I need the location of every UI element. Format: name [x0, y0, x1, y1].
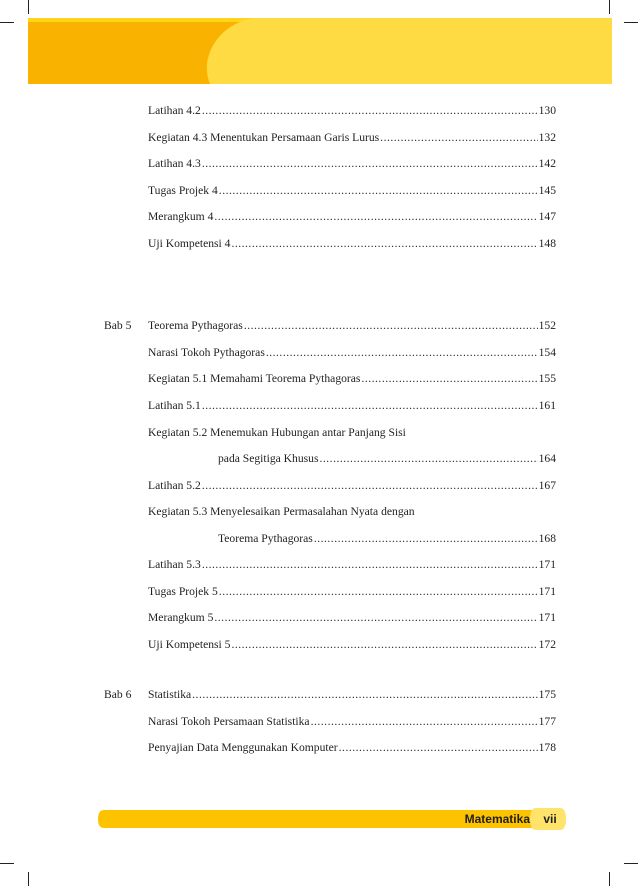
- toc-entry-title: Latihan 4.2: [148, 104, 201, 117]
- header-banner: [0, 0, 638, 90]
- toc-entry-title: Teorema Pythagoras: [148, 319, 243, 332]
- toc-entry-page: 171: [538, 558, 556, 571]
- dot-leader: [311, 715, 538, 729]
- toc-entry-title: Kegiatan 5.3 Menyelesaikan Permasalahan Nyata dengan: [148, 505, 415, 518]
- dot-leader: [380, 131, 537, 145]
- toc-entry-page: 171: [538, 611, 556, 624]
- dot-leader: [219, 585, 538, 599]
- toc-entry-page: 147: [538, 210, 556, 223]
- toc-entry-title: Uji Kompetensi 4: [148, 237, 231, 250]
- dot-leader: [231, 237, 537, 251]
- toc-entry-title: Merangkum 4: [148, 210, 214, 223]
- crop-mark: [28, 872, 29, 886]
- toc-entry-title: Narasi Tokoh Pythagoras: [148, 346, 265, 359]
- dot-leader: [202, 104, 538, 118]
- toc-entry-title: Statistika: [148, 688, 192, 701]
- toc-entry[interactable]: [148, 585, 556, 599]
- chapter-label: Bab 6: [104, 688, 132, 701]
- dot-leader: [339, 741, 538, 755]
- dot-leader: [202, 558, 538, 572]
- toc-entry[interactable]: [148, 532, 556, 546]
- toc-entry-title: Tugas Projek 5: [148, 585, 218, 598]
- dot-leader: [219, 184, 538, 198]
- toc-entry-title: Tugas Projek 4: [148, 184, 218, 197]
- toc-entry-page: 164: [538, 452, 556, 465]
- toc-entry-title: Kegiatan 5.1 Memahami Teorema Pythagoras: [148, 372, 361, 385]
- toc-entry[interactable]: [148, 479, 556, 493]
- toc-entry-page: 175: [538, 688, 556, 701]
- toc-entry-page: 132: [538, 131, 556, 144]
- toc-entry-page: 178: [538, 741, 556, 754]
- dot-leader: [319, 452, 537, 466]
- dot-leader: [231, 638, 537, 652]
- toc-entry-page: 152: [538, 319, 556, 332]
- toc-entry[interactable]: [148, 452, 556, 466]
- toc-entry-page: 155: [538, 372, 556, 385]
- toc-entry[interactable]: [148, 505, 556, 519]
- dot-leader: [202, 157, 538, 171]
- toc-entry[interactable]: [148, 715, 556, 729]
- toc-entry[interactable]: [148, 237, 556, 251]
- toc-entry-page: 130: [538, 104, 556, 117]
- chapter-label: Bab 5: [104, 319, 132, 332]
- toc-entry-title: Latihan 5.3: [148, 558, 201, 571]
- toc-entry[interactable]: [148, 319, 556, 333]
- crop-mark: [0, 863, 14, 864]
- toc-entry-page: 171: [538, 585, 556, 598]
- toc-entry[interactable]: [148, 638, 556, 652]
- dot-leader: [266, 346, 538, 360]
- toc-entry-title: Narasi Tokoh Persamaan Statistika: [148, 715, 310, 728]
- toc-entry-title: Latihan 5.1: [148, 399, 201, 412]
- crop-mark: [624, 863, 638, 864]
- toc-entry-title: Merangkum 5: [148, 611, 214, 624]
- toc-entry[interactable]: [148, 399, 556, 413]
- crop-mark: [609, 872, 610, 886]
- dot-leader: [244, 319, 538, 333]
- dot-leader: [214, 611, 537, 625]
- toc-entry[interactable]: [148, 741, 556, 755]
- toc-entry-title: Uji Kompetensi 5: [148, 638, 231, 651]
- toc-entry[interactable]: [148, 131, 556, 145]
- dot-leader: [361, 372, 537, 386]
- toc-entry-title: pada Segitiga Khusus: [218, 452, 319, 465]
- toc-entry-page: 145: [538, 184, 556, 197]
- toc-entry[interactable]: [148, 104, 556, 118]
- toc-entry-page: 148: [538, 237, 556, 250]
- dot-leader: [202, 479, 538, 493]
- toc-entry[interactable]: [148, 558, 556, 572]
- toc-entry-page: 177: [538, 715, 556, 728]
- toc-entry-title: Kegiatan 5.2 Menemukan Hubungan antar Panjang Sisi: [148, 426, 406, 439]
- dot-leader: [202, 399, 538, 413]
- toc-entry-page: 168: [538, 532, 556, 545]
- toc-entry-title: Latihan 5.2: [148, 479, 201, 492]
- toc-entry[interactable]: [148, 346, 556, 360]
- toc-entry-title: Kegiatan 4.3 Menentukan Persamaan Garis Lurus: [148, 131, 380, 144]
- footer-page-number: vii: [543, 812, 557, 826]
- toc-entry-page: 154: [538, 346, 556, 359]
- toc-entry-title: Penyajian Data Menggunakan Komputer: [148, 741, 338, 754]
- toc-entry[interactable]: [148, 157, 556, 171]
- dot-leader: [314, 532, 538, 546]
- toc-entry[interactable]: [148, 426, 556, 440]
- toc-entry[interactable]: [148, 184, 556, 198]
- toc-entry-page: 172: [538, 638, 556, 651]
- toc-entry-title: Teorema Pythagoras: [218, 532, 313, 545]
- footer-book-title: Matematika: [464, 812, 530, 826]
- toc-entry-page: 167: [538, 479, 556, 492]
- toc-entry-page: 142: [538, 157, 556, 170]
- toc-entry-title: Latihan 4.3: [148, 157, 201, 170]
- toc-entry[interactable]: [148, 372, 556, 386]
- dot-leader: [192, 688, 537, 702]
- toc-entry[interactable]: [148, 688, 556, 702]
- toc-entry-page: 161: [538, 399, 556, 412]
- toc-entry[interactable]: [148, 210, 556, 224]
- dot-leader: [214, 210, 537, 224]
- toc-entry[interactable]: [148, 611, 556, 625]
